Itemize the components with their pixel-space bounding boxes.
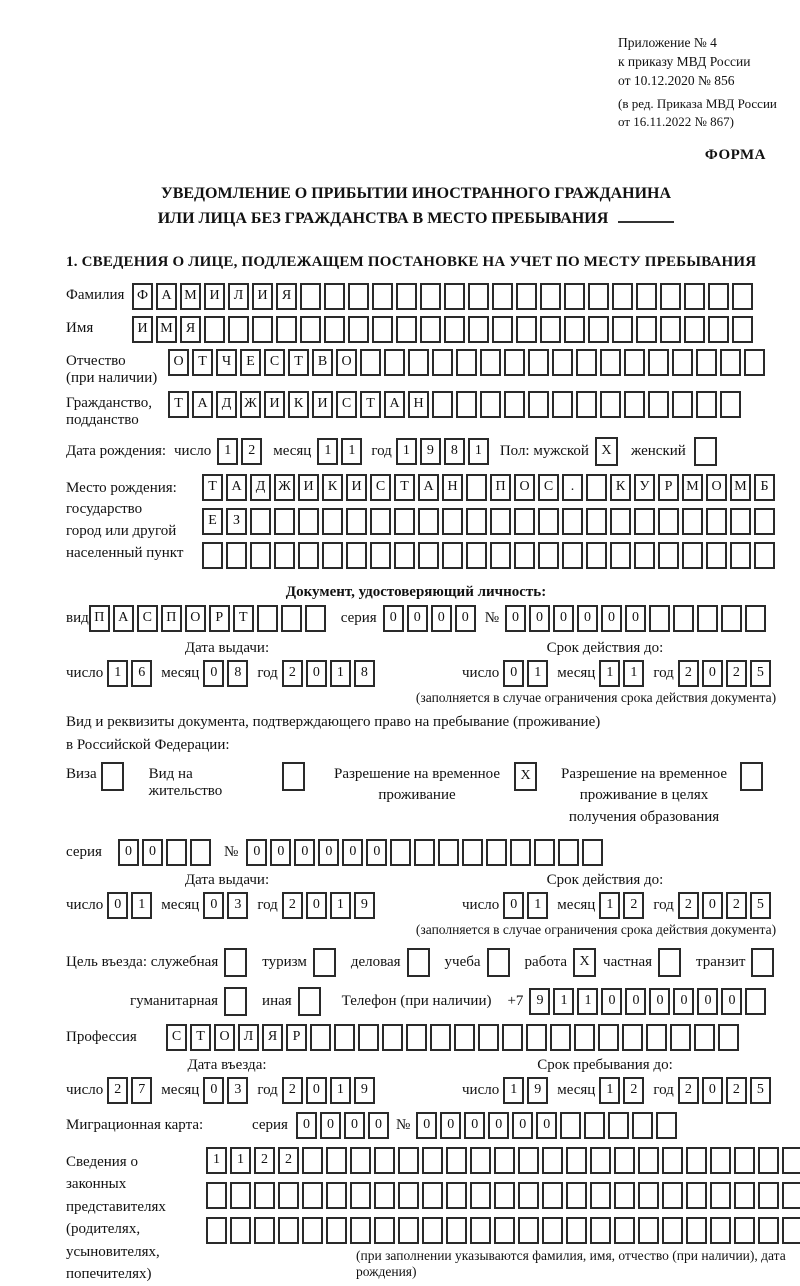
stay-until-header: Срок пребывания до:: [537, 1056, 673, 1073]
patronymic-note: (при наличии): [66, 369, 158, 386]
birthdate-label: Дата рождения:: [66, 442, 167, 459]
temp-residence-edu-label-3: получения образования: [568, 809, 720, 826]
entry-date-header: Дата въезда:: [187, 1056, 267, 1073]
stay-valid-until-header: Срок действия до:: [546, 871, 664, 888]
id-valid-month-cells[interactable]: 1 1: [599, 660, 647, 687]
stay-valid-year-label: год: [653, 896, 674, 913]
stay-valid-note: (заполняется в случае ограничения срока действия документа): [415, 921, 777, 937]
surname-label: Фамилия: [66, 286, 125, 303]
annex-line: Приложение № 4: [618, 35, 717, 50]
id-issue-month-cells[interactable]: 0 8: [203, 660, 251, 687]
purpose-transit-label: транзит: [696, 953, 746, 970]
purpose-transit-checkbox[interactable]: [751, 948, 777, 977]
birth-year-label: год: [371, 442, 392, 459]
phone-prefix: +7: [507, 992, 524, 1009]
migration-number-label: №: [395, 1116, 411, 1133]
id-valid-year-cells[interactable]: 2 0 2 5: [678, 660, 774, 687]
id-issue-year-label: год: [257, 664, 278, 681]
entry-year-cells[interactable]: 2 0 1 9: [282, 1077, 378, 1104]
purpose-business-checkbox[interactable]: [407, 948, 433, 977]
stay-valid-month-label: месяц: [557, 896, 596, 913]
purpose-humanitarian-checkbox[interactable]: [224, 987, 250, 1016]
id-valid-until-header: Срок действия до:: [546, 639, 664, 656]
birthplace-row-1[interactable]: Т А Д Ж И К И С Т А Н П О С . К У Р М О М Б: [202, 474, 778, 501]
annex-line: к приказу МВД России: [618, 53, 751, 69]
citizenship-label-2: подданство: [66, 411, 139, 428]
purpose-tourism-checkbox[interactable]: [313, 948, 339, 977]
legal-reps-label-4: (родителях,: [66, 1221, 141, 1238]
sex-female-checkbox[interactable]: [694, 437, 720, 466]
stay-issue-day-label: число: [66, 896, 104, 913]
profession-cells[interactable]: С Т О Л Я Р: [166, 1024, 742, 1051]
purpose-humanitarian-label: гуманитарная: [130, 992, 219, 1009]
purpose-label: Цель въезда: служебная: [66, 953, 219, 970]
stay-month-label: месяц: [557, 1081, 596, 1098]
id-number-cells[interactable]: 0 0 0 0 0 0: [505, 605, 769, 632]
form-label: ФОРМА: [704, 147, 766, 164]
sex-male-label: Пол: мужской: [499, 442, 589, 459]
residence-permit-checkbox[interactable]: [282, 762, 308, 791]
sex-male-checkbox[interactable]: X: [595, 437, 621, 466]
birthplace-label-2: государство: [66, 501, 143, 518]
purpose-official-checkbox[interactable]: [224, 948, 250, 977]
stay-year-cells[interactable]: 2 0 2 5: [678, 1077, 774, 1104]
stay-issue-day-cells[interactable]: 0 1: [107, 892, 155, 919]
stay-issue-year-label: год: [257, 896, 278, 913]
stay-doc-line-1: Вид и реквизиты документа, подтверждающего право на пребывание (проживание): [66, 713, 601, 730]
purpose-work-checkbox[interactable]: X: [573, 948, 599, 977]
id-issue-year-cells[interactable]: 2 0 1 8: [282, 660, 378, 687]
id-series-cells[interactable]: 0 0 0 0: [383, 605, 479, 632]
purpose-business-label: деловая: [350, 953, 401, 970]
birth-day-cells[interactable]: 1 2: [217, 438, 265, 465]
id-issue-date-header: Дата выдачи:: [184, 639, 270, 656]
citizenship-cells[interactable]: Т А Д Ж И К И С Т А Н: [168, 391, 744, 418]
stay-issue-date-header: Дата выдачи:: [184, 871, 270, 888]
legal-reps-label-6: попечителях): [66, 1266, 152, 1283]
stay-issue-year-cells[interactable]: 2 0 1 9: [282, 892, 378, 919]
stay-month-cells[interactable]: 1 2: [599, 1077, 647, 1104]
birth-month-label: месяц: [273, 442, 312, 459]
stay-valid-month-cells[interactable]: 1 2: [599, 892, 647, 919]
temp-residence-label-1: Разрешение на временное: [334, 765, 500, 782]
stay-issue-month-cells[interactable]: 0 3: [203, 892, 251, 919]
visa-label: Виза: [66, 765, 97, 782]
migration-series-cells[interactable]: 0 0 0 0: [296, 1112, 392, 1139]
id-issue-month-label: месяц: [161, 664, 200, 681]
stay-valid-year-cells[interactable]: 2 0 2 5: [678, 892, 774, 919]
birthplace-row-3[interactable]: [202, 542, 778, 569]
birth-month-cells[interactable]: 1 1: [317, 438, 365, 465]
id-valid-day-cells[interactable]: 0 1: [503, 660, 551, 687]
phone-cells[interactable]: 9 1 1 0 0 0 0 0 0: [529, 988, 769, 1015]
page-title: [66, 182, 766, 232]
migration-card-label: Миграционная карта:: [66, 1116, 204, 1133]
annex-sub-line: (в ред. Приказа МВД России: [618, 95, 777, 111]
annex-block: [618, 34, 800, 131]
stay-series-cells[interactable]: 0 0: [118, 839, 214, 866]
patronymic-cells[interactable]: О Т Ч Е С Т В О: [168, 349, 768, 376]
id-valid-year-label: год: [653, 664, 674, 681]
birthplace-row-2[interactable]: Е З: [202, 508, 778, 535]
purpose-work-label: работа: [524, 953, 568, 970]
migration-series-label: серия: [252, 1116, 288, 1133]
surname-cells[interactable]: Ф А М И Л И Я: [132, 283, 756, 310]
title-underline: [618, 208, 674, 223]
stay-valid-day-cells[interactable]: 0 1: [503, 892, 551, 919]
birthplace-label-4: населенный пункт: [66, 544, 184, 561]
profession-label: Профессия: [66, 1028, 137, 1045]
id-issue-day-cells[interactable]: 1 6: [107, 660, 155, 687]
entry-day-cells[interactable]: 2 7: [107, 1077, 155, 1104]
id-valid-month-label: месяц: [557, 664, 596, 681]
birthplace-label-3: город или другой: [66, 523, 177, 540]
title-line-1: УВЕДОМЛЕНИЕ О ПРИБЫТИИ ИНОСТРАННОГО ГРАЖДАНИНА: [160, 185, 672, 203]
temp-residence-checkbox[interactable]: X: [514, 762, 540, 791]
legal-reps-label-3: представителях: [66, 1198, 166, 1215]
id-kind-label: вид: [66, 609, 89, 626]
purpose-other-checkbox[interactable]: [298, 987, 324, 1016]
id-valid-day-label: число: [462, 664, 500, 681]
temp-residence-edu-checkbox[interactable]: [740, 762, 766, 791]
stay-valid-day-label: число: [462, 896, 500, 913]
legal-reps-label-2: законных: [66, 1176, 127, 1193]
temp-residence-edu-label-2: проживание в целях: [579, 787, 709, 804]
entry-month-cells[interactable]: 0 3: [203, 1077, 251, 1104]
id-issue-day-label: число: [66, 664, 104, 681]
section-1-heading: 1. СВЕДЕНИЯ О ЛИЦЕ, ПОДЛЕЖАЩЕМ ПОСТАНОВКЕ НА УЧЕТ ПО МЕСТУ ПРЕБЫВАНИЯ: [66, 253, 757, 270]
temp-residence-label-2: проживание: [378, 787, 456, 804]
stay-number-label: №: [224, 843, 239, 860]
purpose-study-checkbox[interactable]: [487, 948, 513, 977]
legal-reps-label-5: усыновителях,: [66, 1243, 160, 1260]
entry-month-label: месяц: [161, 1081, 200, 1098]
phone-label: Телефон (при наличии): [341, 992, 492, 1009]
purpose-private-label: частная: [603, 953, 653, 970]
purpose-study-label: учеба: [444, 953, 481, 970]
title-line-2: ИЛИ ЛИЦА БЕЗ ГРАЖДАНСТВА В МЕСТО ПРЕБЫВАНИЯ: [157, 209, 609, 227]
stay-number-cells[interactable]: 0 0 0 0 0 0: [246, 839, 606, 866]
id-kind-cells[interactable]: П А С П О Р Т: [89, 605, 329, 632]
name-cells[interactable]: И М Я: [132, 316, 756, 343]
name-label: Имя: [66, 319, 94, 336]
temp-residence-edu-label-1: Разрешение на временное: [561, 765, 727, 782]
purpose-other-label: иная: [262, 992, 292, 1009]
stay-doc-line-2: в Российской Федерации:: [66, 736, 230, 753]
patronymic-label: Отчество: [66, 352, 126, 369]
stay-day-cells[interactable]: 1 9: [503, 1077, 551, 1104]
stay-year-label: год: [653, 1081, 674, 1098]
annex-sub-line: от 16.11.2022 № 867): [618, 113, 735, 129]
migration-number-cells[interactable]: 0 0 0 0 0 0: [416, 1112, 680, 1139]
legal-reps-row-3[interactable]: [206, 1217, 800, 1244]
birthplace-label: Место рождения:: [66, 479, 177, 496]
id-valid-note: (заполняется в случае ограничения срока действия документа): [415, 689, 777, 705]
stay-day-label: число: [462, 1081, 500, 1098]
entry-year-label: год: [257, 1081, 278, 1098]
sex-female-label: женский: [630, 442, 686, 459]
legal-reps-label-1: Сведения о: [66, 1153, 138, 1170]
purpose-tourism-label: туризм: [262, 953, 307, 970]
stay-issue-month-label: месяц: [161, 896, 200, 913]
birth-day-label: число: [174, 442, 212, 459]
purpose-private-checkbox[interactable]: [658, 948, 684, 977]
visa-checkbox[interactable]: [101, 762, 127, 791]
birth-year-cells[interactable]: 1 9 8 1: [396, 438, 492, 465]
id-series-label: серия: [340, 609, 377, 626]
stay-series-label: серия: [66, 843, 102, 860]
entry-day-label: число: [66, 1081, 104, 1098]
id-number-label: №: [484, 609, 499, 626]
residence-permit-label: Вид на жительство: [148, 765, 223, 799]
id-doc-header: Документ, удостоверяющий личность:: [285, 583, 547, 600]
legal-reps-row-2[interactable]: [206, 1182, 800, 1209]
legal-reps-note: (при заполнении указываются фамилия, имя, отчество (при наличии), дата рождения): [356, 1247, 786, 1279]
citizenship-label: Гражданство,: [66, 394, 153, 411]
annex-line: от 10.12.2020 № 856: [618, 72, 735, 88]
legal-reps-row-1[interactable]: 1 1 2 2: [206, 1147, 800, 1174]
